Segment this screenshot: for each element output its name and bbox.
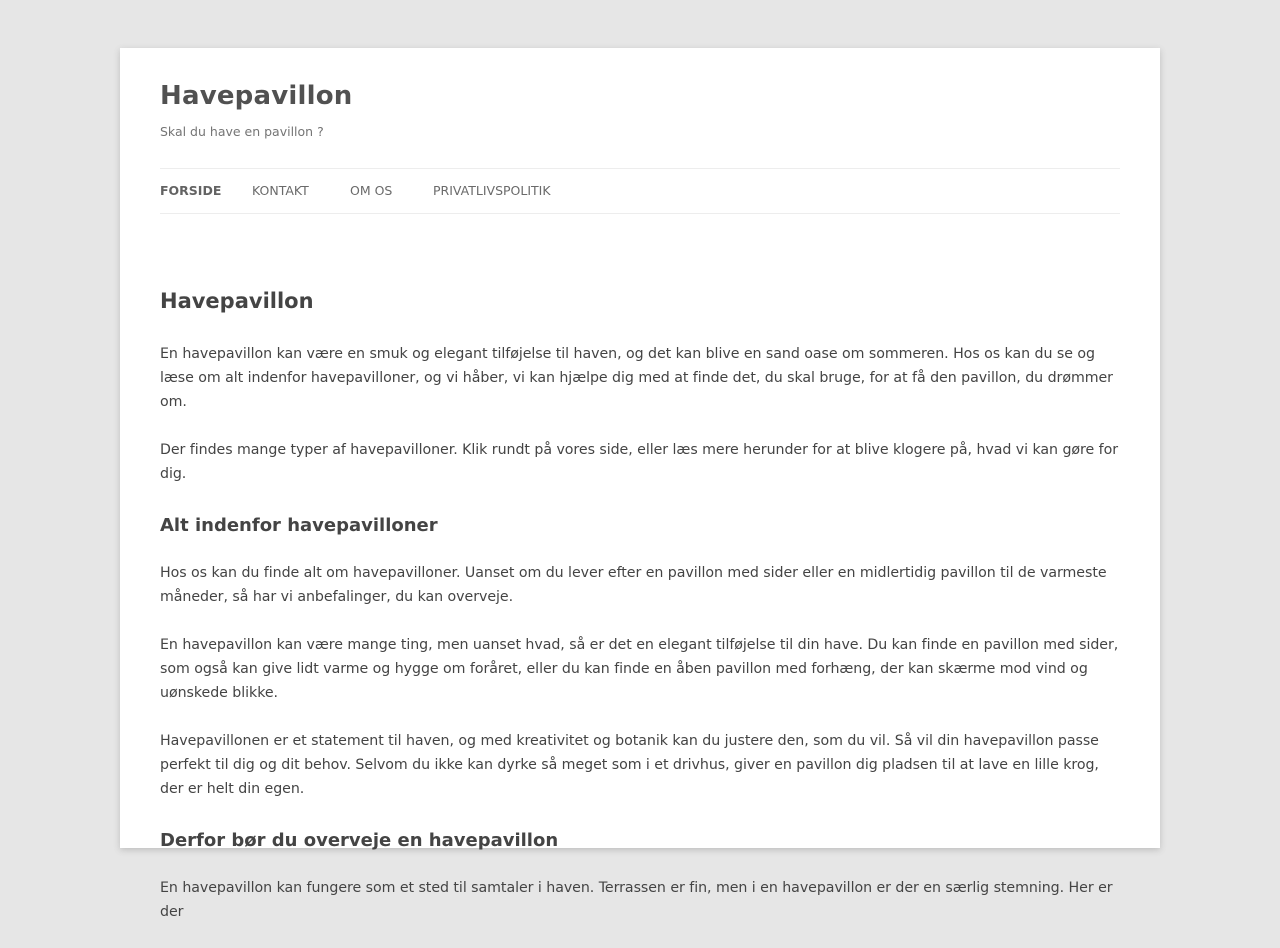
article-paragraph: Hos os kan du finde alt om havepavilloner. Uanset om du lever efter en pavillon med sider eller en midlertidig pavillon til de varmeste måneder, så har vi anbefalinger, du kan overveje. <box>160 565 1107 605</box>
page-container <box>120 48 1160 920</box>
site-tagline: Skal du have en pavillon ? <box>160 124 324 139</box>
main-navigation <box>160 168 1120 214</box>
section-heading: Derfor bør du overveje en havepavillon <box>160 830 559 851</box>
nav-item-om-os[interactable]: OM OS <box>350 183 393 198</box>
nav-item-forside[interactable]: FORSIDE <box>160 183 222 198</box>
article-paragraph: Der findes mange typer af havepavilloner. Klik rundt på vores side, eller læs mere herunder for at blive klogere på, hvad vi kan gøre for dig. <box>160 442 1119 482</box>
section-heading: Alt indenfor havepavilloner <box>160 515 438 536</box>
nav-item-kontakt[interactable]: KONTAKT <box>252 183 309 198</box>
article-paragraph: Havepavillonen er et statement til haven, og med kreativitet og botanik kan du justere den, som du vil. Så vil din havepavillon passe perfekt til dig og dit behov. Selvom du ikke kan dyrke så meget som i et drivhus, giver en pavillon dig pladsen til at lave en lille krog, der er helt din egen. <box>160 733 1099 797</box>
article-paragraph: En havepavillon kan være en smuk og elegant tilføjelse til haven, og det kan blive en sand oase om sommeren. Hos os kan du se og læse om alt indenfor havepavilloner, og vi håber, vi kan hjælpe dig med at finde det, du skal bruge, for at få den pavillon, du drømmer om. <box>160 346 1113 410</box>
site-title[interactable]: Havepavillon <box>160 81 353 111</box>
article-paragraph: En havepavillon kan fungere som et sted til samtaler i haven. Terrassen er fin, men i en havepavillon er der en særlig stemning. Her er der <box>160 880 1113 920</box>
nav-item-privatlivspolitik[interactable]: PRIVATLIVSPOLITIK <box>433 183 551 198</box>
article-title: Havepavillon <box>160 289 314 313</box>
article-content <box>160 342 1122 948</box>
article-paragraph: En havepavillon kan være mange ting, men uanset hvad, så er det en elegant tilføjelse til din have. Du kan finde en pavillon med sider, som også kan give lidt varme og hygge om foråret, eller du kan finde en åben pavillon med forhæng, der kan skærme mod vind og uønskede blikke. <box>160 637 1119 701</box>
